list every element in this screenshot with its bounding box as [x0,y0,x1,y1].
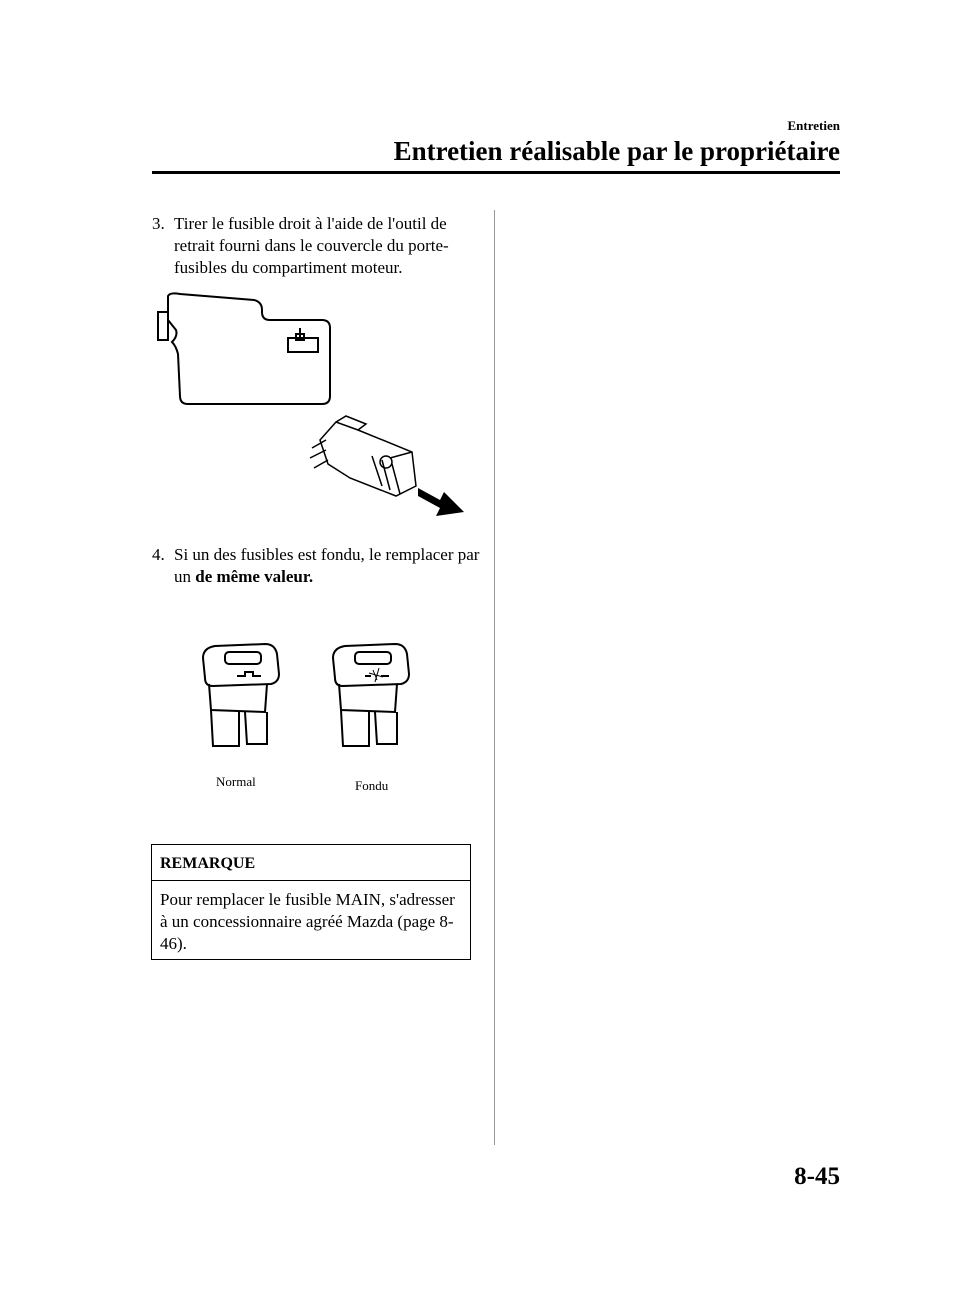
step-text-emphasis: de même valeur. [195,567,314,586]
caption-blown: Fondu [355,778,389,793]
fuse-removal-illustration [150,290,480,525]
step-number: 4. [152,545,165,564]
fuse-normal [203,644,279,746]
step-3 [152,213,482,279]
header-rule [152,171,840,174]
step-text: Tirer le fusible droit à l'aide de l'outil de retrait fourni dans le couvercle du porte-fusibles du compartiment moteur. [174,214,449,277]
column-divider [494,210,495,1145]
fuse-blown [333,644,409,746]
step-number: 3. [152,214,165,233]
fuse-box-cover [168,293,330,404]
fuse-puller-outline [320,422,416,496]
pull-direction-arrow [418,488,464,516]
running-header-title: Entretien réalisable par le propriétaire [393,136,840,166]
step-4 [152,544,482,588]
caption-normal: Normal [216,774,256,789]
note-title: REMARQUE [152,845,470,881]
note-body: Pour remplacer le fusible MAIN, s'adresser à un concessionnaire agréé Mazda (page 8-46). [160,890,455,953]
running-header-section: Entretien [787,118,840,133]
step-text: Si un des fusibles est fondu, le remplacer par un de même valeur. [174,545,480,586]
note-box [151,844,471,960]
cover-clip [158,312,168,340]
page-number: 8-45 [794,1163,840,1190]
